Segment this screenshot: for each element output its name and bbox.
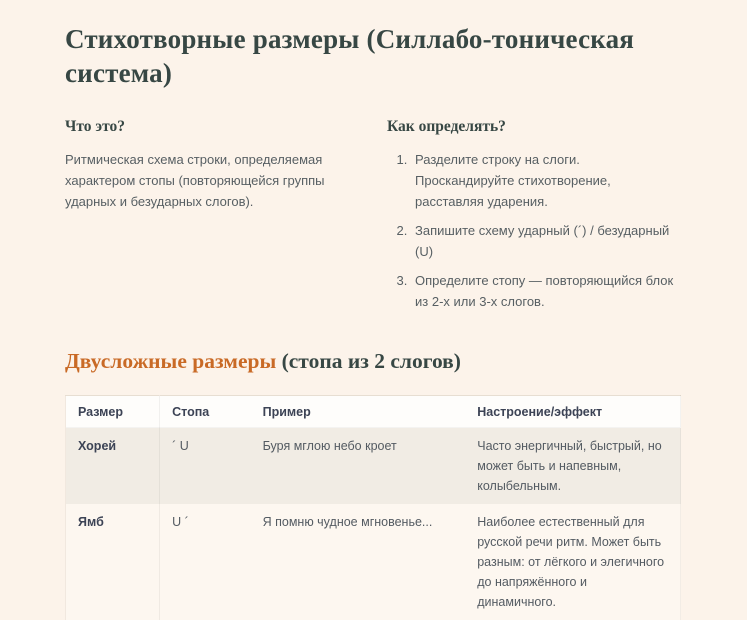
disyllabic-heading-rest: (стопа из 2 слогов) [276, 349, 461, 373]
how-step-3: 3. Определите стопу — повторяющийся блок из 2-х или 3-х слогов. [411, 270, 681, 312]
table-header-row [66, 396, 681, 428]
meter-mood: Наиболее естественный для русской речи ритм. Может быть разным: от лёгкого и элегичного до напряжённого и динамичного. [465, 504, 680, 620]
how-step-1: 1. Разделите строку на слоги. Проскандируйте стихотворение, расставляя ударения. [411, 149, 681, 212]
col-header-foot: Стопа [160, 396, 251, 428]
what-heading: Что это? [65, 118, 126, 135]
col-header-size: Размер [66, 396, 160, 428]
col-header-example: Пример [251, 396, 466, 428]
meter-name: Ямб [66, 504, 160, 620]
disyllabic-heading-accent: Двусложные размеры [65, 349, 277, 373]
what-body: Ритмическая схема строки, определяемая характером стопы (повторяющейся группы ударных и безударных слогов). [65, 152, 325, 209]
how-step-2: 2. Запишите схему ударный (´) / безударный (U) [411, 220, 681, 262]
col-header-mood: Настроение/эффект [465, 396, 680, 428]
meter-name: Хорей [66, 428, 160, 505]
table-row-iamb [66, 504, 681, 620]
meter-foot: ´ U [160, 428, 251, 505]
meter-example: Буря мглою небо кроет [251, 428, 466, 505]
how-section [387, 118, 681, 320]
how-heading: Как определять? [387, 118, 506, 135]
meter-example: Я помню чудное мгновенье... [251, 504, 466, 620]
disyllabic-section-heading [65, 347, 681, 375]
meter-mood: Часто энергичный, быстрый, но может быть и напевным, колыбельным. [465, 428, 680, 505]
how-steps-list [387, 149, 681, 312]
meters-table [65, 395, 681, 620]
intro-columns [65, 118, 681, 320]
what-section [65, 118, 359, 320]
table-row-trochee [66, 428, 681, 505]
page-title: Стихотворные размеры (Силлабо-тоническая система) [65, 24, 635, 88]
meter-foot: U ´ [160, 504, 251, 620]
